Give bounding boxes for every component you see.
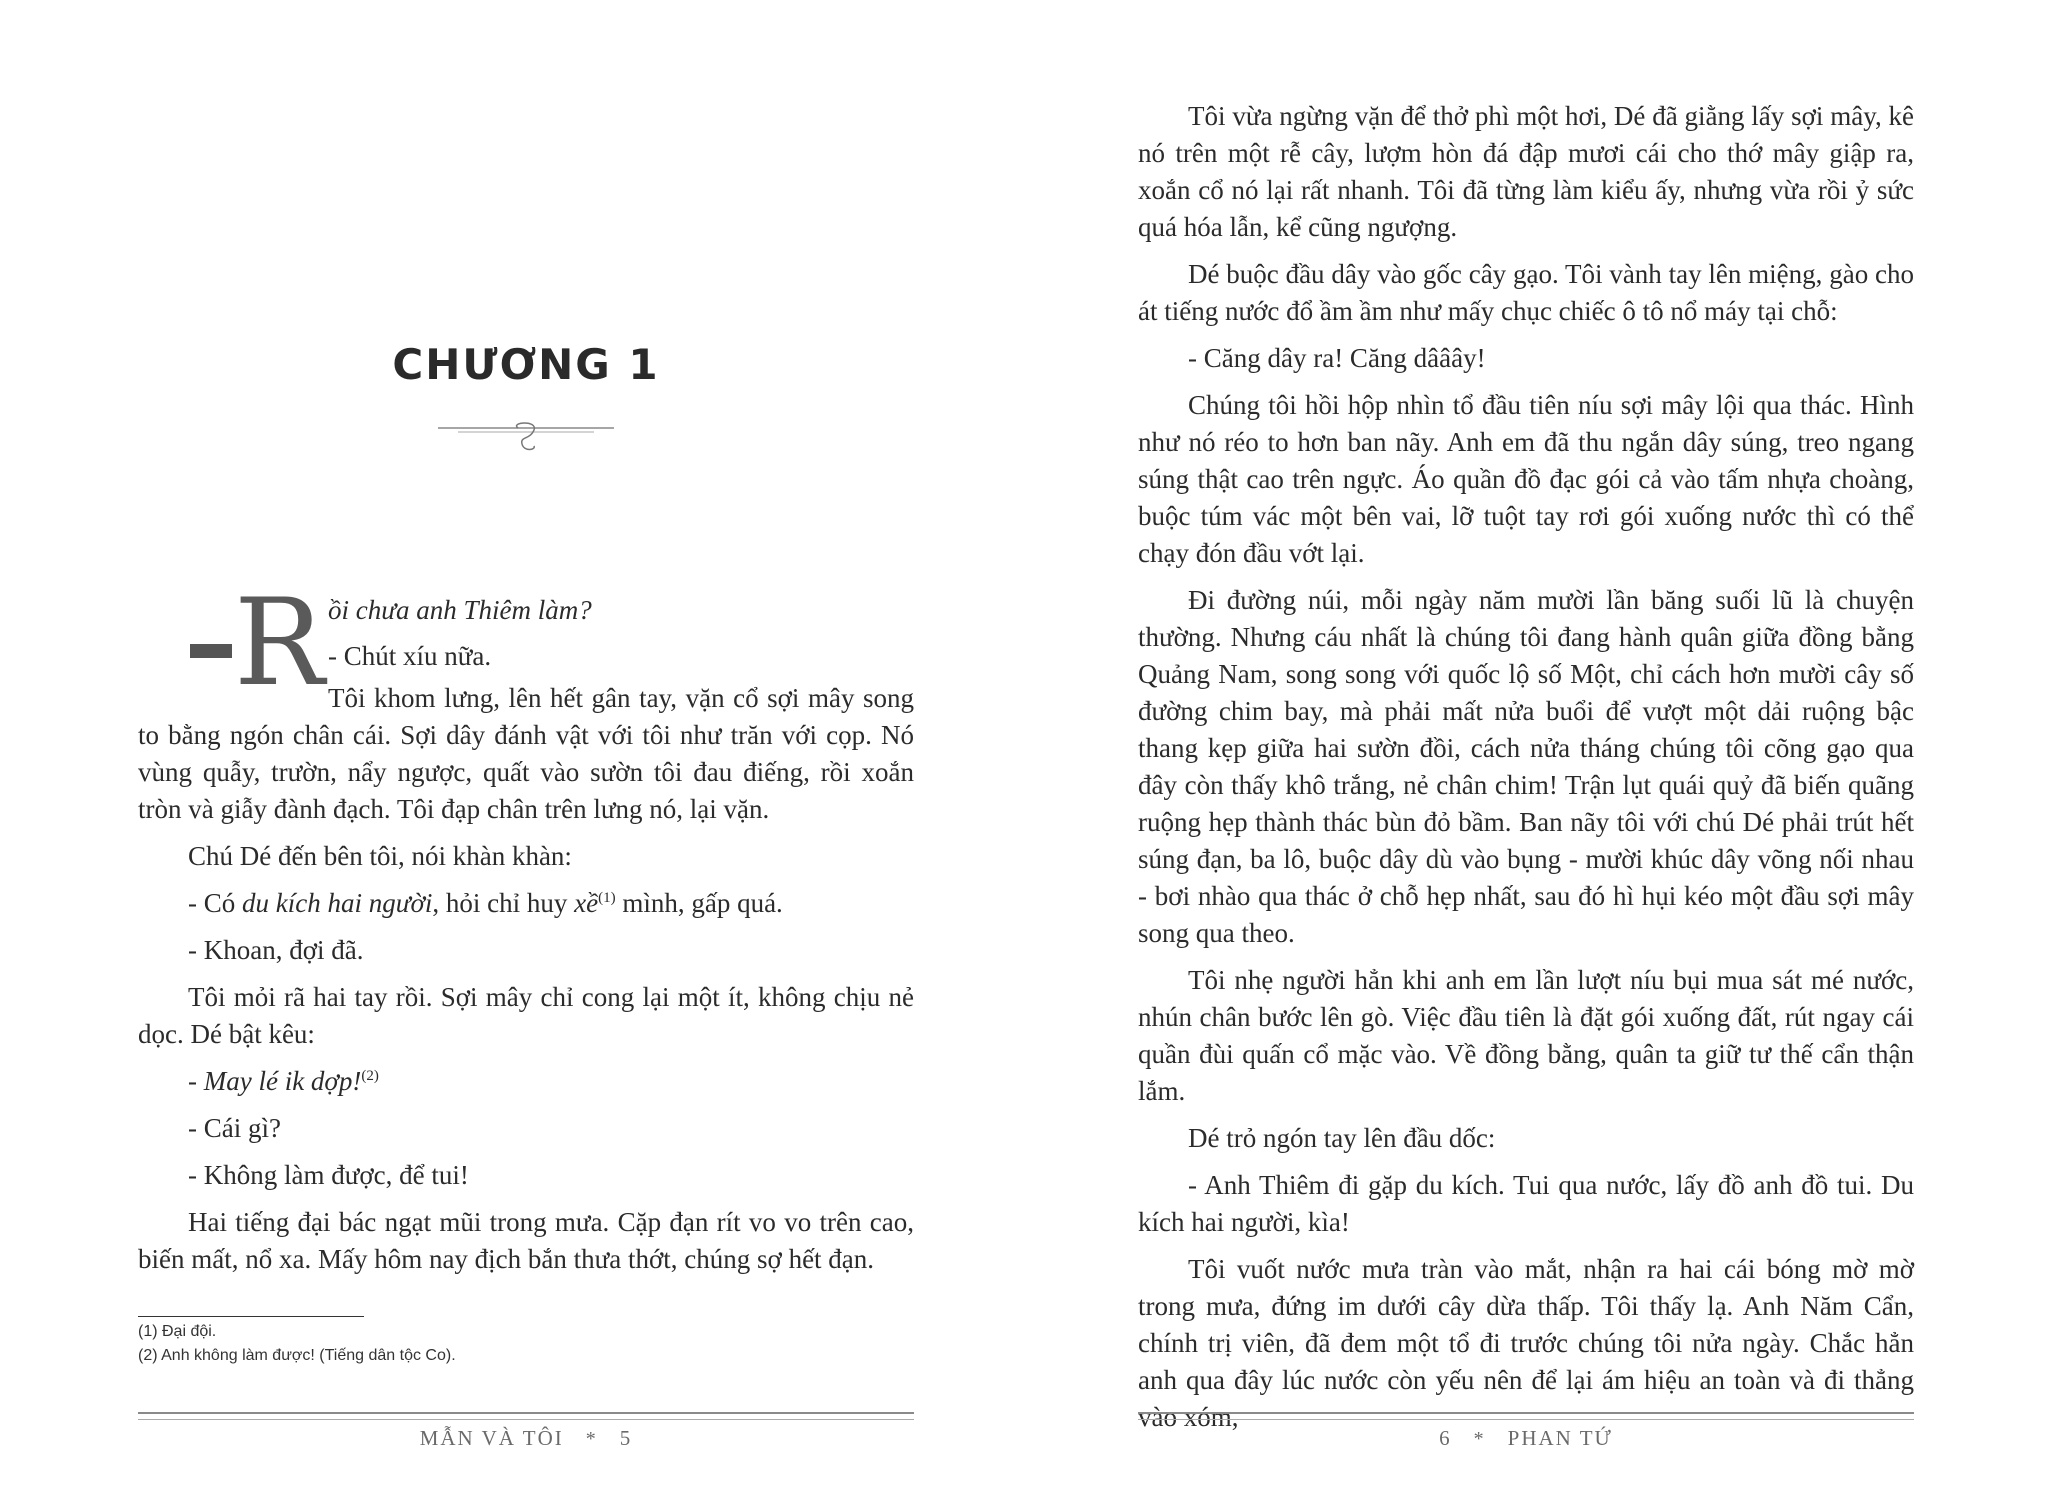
star-icon: * [1473,1428,1486,1450]
dialogue-line [328,592,592,629]
author-name: PHAN TỨ [1507,1426,1613,1450]
italic-text: du kích hai người [242,888,433,918]
page-footer [138,1426,914,1451]
italic-text: ồi chưa anh Thiêm làm? [328,595,592,625]
chapter-title: CHƯƠNG 1 [392,340,660,389]
dropcap-letter: R [234,574,325,713]
paragraph: Hai tiếng đại bác ngạt mũi trong mưa. Cặp đạn rít vo vo trên cao, biến mất, nổ xa. Mấy hôm nay địch bắn thưa thớt, chúng sợ hết đạn. [138,1207,914,1274]
dialogue-line: - Không làm được, để tui! [188,1160,469,1190]
footnote: (2) Anh không làm được! (Tiếng dân tộc Co). [138,1347,456,1364]
page-number: 6 [1439,1426,1452,1450]
dialogue-line: - Cái gì? [188,1113,281,1143]
text-span: mình, gấp quá. [615,888,783,918]
dialogue-line [138,1063,914,1100]
right-body [1138,98,1914,1446]
page-number: 5 [619,1426,633,1450]
paragraph: Dé trỏ ngón tay lên đầu dốc: [1188,1123,1496,1153]
paragraph: Tôi vuốt nước mưa tràn vào mắt, nhận ra hai cái bóng mờ mờ trong mưa, đứng im dưới cây dừa thấp. Tôi thấy lạ. Anh Năm Cẩn, chính trị viên, đã đem một tổ đi trước chúng tôi nửa ngày. Chắc hẳn anh qua đây lúc nước còn yếu nên để lại ám hiệu an toàn và đi thẳng vào xóm, [1138,1254,1914,1432]
footnote-ref: (1) [598,890,616,906]
flourish-ornament-icon [438,418,614,458]
dialogue-line: - Chút xíu nữa. [328,641,492,671]
text-span: , hỏi chỉ huy [432,888,575,918]
paragraph: Tôi khom lưng, lên hết gân tay, vặn cổ sợi mây song to bằng ngón chân cái. Sợi dây đánh vật với tôi như trăn với cọp. Nó vùng quẫy, trườn, nẩy ngược, quất vào sườn tôi đau điếng, rồi xoắn tròn và giẫy đành đạch. Tôi đạp chân trên lưng nó, lại vặn. [138,683,914,824]
paragraph: Chú Dé đến bên tôi, nói khàn khàn: [188,841,572,871]
paragraph: Chúng tôi hồi hộp nhìn tổ đầu tiên níu sợi mây lội qua thác. Hình như nó réo to hơn ban nãy. Anh em đã thu ngắn dây súng, treo ngang súng thật cao trên ngực. Áo quần đồ đạc gói cả vào tấm nhựa choàng, buộc túm vác một bên vai, lỡ tuột tay rơi gói xuống nước thì có thể chạy đón đầu vớt lại. [1138,390,1914,568]
paragraph: Dé buộc đầu dây vào gốc cây gạo. Tôi vành tay lên miệng, gào cho át tiếng nước đổ ầm ầm như mấy chục chiếc ô tô nổ máy tại chỗ: [1138,259,1914,326]
dialogue-line: - Căng dây ra! Căng dââây! [1188,343,1486,373]
page-footer [1138,1426,1914,1451]
book-title: MẪN VÀ TÔI [419,1426,564,1450]
footer-rule [1138,1412,1914,1420]
star-icon: * [585,1428,598,1450]
dialogue-line: - Anh Thiêm đi gặp du kích. Tui qua nước, lấy đồ anh đồ tui. Du kích hai người, kìa! [1138,1170,1914,1237]
paragraph: Tôi vừa ngừng vặn để thở phì một hơi, Dé đã giằng lấy sợi mây, kê nó trên một rễ cây, lượm hòn đá đập mươi cái cho thớ mây giập ra, xoắn cổ nó lại rất nhanh. Tôi đã từng làm kiểu ấy, nhưng vừa rồi ỷ sức quá hóa lẫn, kể cũng ngượng. [1138,101,1914,242]
footnotes [138,1320,914,1368]
dialogue-line: - Khoan, đợi đã. [188,935,364,965]
left-page [138,0,914,1507]
text-span: - Có [188,888,242,918]
paragraph: Đi đường núi, mỗi ngày năm mười lần băng suối lũ là chuyện thường. Nhưng cáu nhất là chúng tôi đang hành quân giữa đồng bằng Quảng Nam, song song với quốc lộ số Một, chỉ cách hơn mười cây số đường chim bay, mà phải mất nửa buổi để vượt một dải ruộng bậc thang kẹp giữa hai sườn đồi, cách nửa tháng chúng tôi cõng gạo qua đây còn thấy khô trắng, nẻ chân chim! Trận lụt quái quỷ đã biến quãng ruộng hẹp thành thác bùn đỏ bầm. Ban nãy tôi với chú Dé phải trút hết súng đạn, ba lô, buộc dây dù vào bụng - mười khúc dây võng nối nhau - bơi nhào qua thác ở chỗ hẹp nhất, sau đó hì hụi kéo một đầu sợi mây song qua theo. [1138,585,1914,948]
paragraph: Tôi mỏi rã hai tay rồi. Sợi mây chỉ cong lại một ít, không chịu nẻ dọc. Dé bật kêu: [138,982,914,1049]
footnote-rule [138,1316,364,1317]
italic-text: - May lé ik dợp! [188,1066,362,1096]
footer-rule [138,1412,914,1420]
dropcap-block [138,574,914,713]
footnote: (1) Đại đội. [138,1323,217,1340]
dialogue-line [138,885,914,922]
em-dash-mark [190,644,232,658]
footnote-ref: (2) [361,1068,379,1084]
paragraph: Tôi nhẹ người hẳn khi anh em lần lượt níu bụi mua sát mé nước, nhún chân bước lên gò. Việc đầu tiên là đặt gói xuống đất, rút ngay cái quần đùi quấn cổ mặc vào. Về đồng bằng, quân ta giữ tư thế cẩn thận lắm. [1138,965,1914,1106]
italic-text: xề [574,888,599,918]
right-page [1138,0,1914,1507]
left-body [138,574,914,1288]
